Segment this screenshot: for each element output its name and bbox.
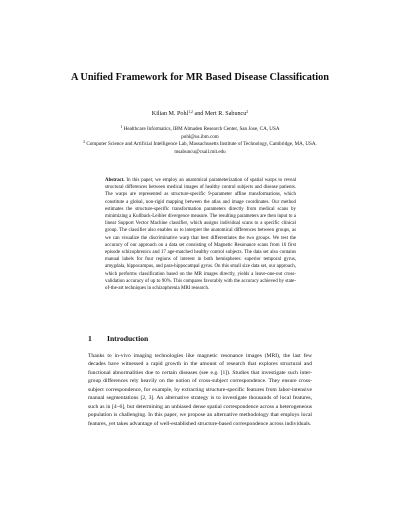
author-name: Kilian M. Pohl (151, 111, 189, 117)
affiliation-email: pohl@us.ibm.com (181, 133, 219, 140)
author-conjunction: and (194, 111, 204, 117)
affiliation (50, 126, 350, 134)
affiliation-marker: 2 (83, 140, 86, 145)
abstract-text: In this paper, we employ an anatomical parameterization of spatial warps to reveal structural differences between medical images of healthy control subjects and disease patients. The warps are represented as structure-specific 9-parameter affine transformations, which constitute a global, non-rigid mapping between the atlas and image coordinates. Our method estimates the structure-specific transformation parameters directly from medical scans by minimizing a Kullback-Leibler divergence measure. The resulting parameters are then input to a linear Support Vector Machine classifier, which assigns individual scans to a specific clinical group. The classifier also enables us to interpret the anatomical differences between groups, as we can visualize the discriminative warp that best differentiates the two groups. We test the accuracy of our approach on a data set consisting of Magnetic Resonance scans from 16 first episode schizophrenics and 17 age-matched healthy control subjects. The data set also contains manual labels for four regions of interest in both hemispheres: superior temporal gyrus, amygdala, hippocampus, and para-hippocampal gyrus. On this small size data set, our approach, which performs classification based on the MR images directly, yields a leave-one-out cross-validation accuracy of up to 90%. This compares favorably with the accuracy achieved by state-of-the-art techniques in schizophrenia MRI research. (105, 178, 297, 292)
abstract-label: Abstract. (105, 178, 125, 183)
affiliation-text: Healthcare Informatics, IBM Almaden Research Center, San Jose, CA, USA (123, 126, 280, 132)
author-line (60, 110, 340, 118)
section-title: Introduction (107, 334, 149, 343)
affiliations (50, 126, 350, 156)
author-affiliation-marker: 1,2 (188, 110, 193, 114)
abstract (105, 177, 296, 292)
section-body-text: Thanks to in-vivo imaging technologies like magnetic resonance images (MRI), the last few decades have witnessed a rapid growth in the amount of research that explores structural and functional abnormalities due to certain diseases (see e.g. [1]). Studies that investigate such inter-group differences rely heavily on the notion of cross-subject correspondence. They ensure cross-subject correspondence, for example, by extracting structure-specific features from labor-intensive manual segmentations [2, 3]. An alternative strategy is to investigate thousands of local features, such as in [4–6], but determining an unbiased dense spatial correspondence across a heterogeneous population is challenging. In this paper, we propose an alternative methodology that employs local features, yet takes advantage of well-established structure-based correspondence across individuals. (88, 353, 312, 427)
author-name: Mert R. Sabuncu (204, 111, 247, 117)
affiliation (50, 141, 350, 149)
affiliation-email: msabuncu@csail.mit.edu (174, 148, 226, 155)
affiliation-marker: 1 (120, 125, 123, 129)
section-heading (88, 334, 148, 343)
affiliation-text: Computer Science and Artificial Intelligence Lab, Massachusetts Institute of Technology, Cambridge, MA, USA. (86, 141, 317, 148)
paper-title: A Unified Framework for MR Based Disease Classification (70, 72, 330, 83)
author-affiliation-marker: 2 (246, 110, 249, 114)
section-number: 1 (88, 334, 92, 343)
